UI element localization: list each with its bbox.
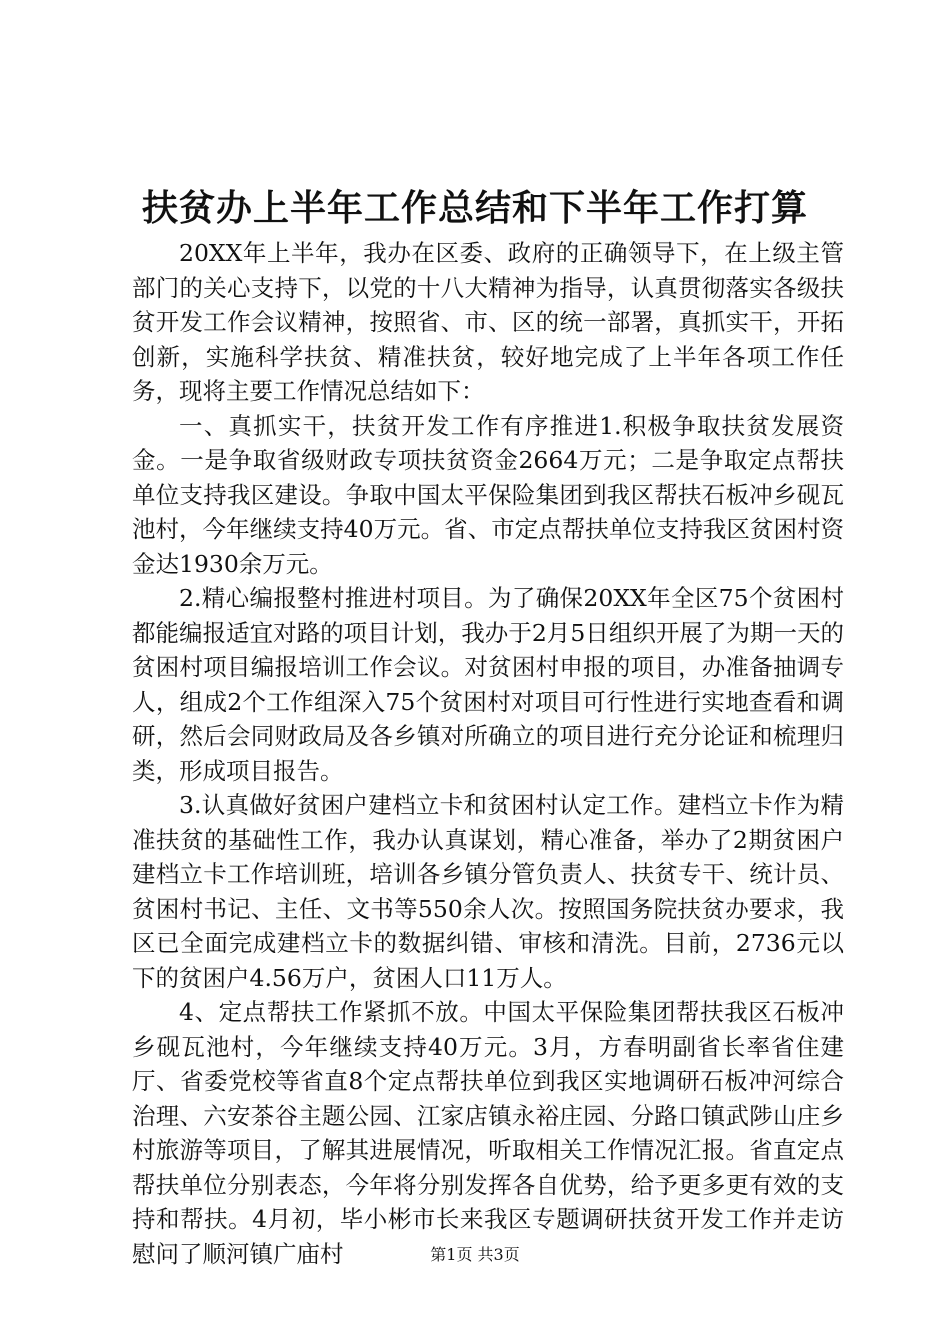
document-body <box>132 236 844 1271</box>
paragraph-item-3: 3.认真做好贫困户建档立卡和贫困村认定工作。建档立卡作为精准扶贫的基础性工作，我办认真谋划，精心准备，举办了2期贫困户建档立卡工作培训班，培训各乡镇分管负责人、扶贫专干、统计员、贫困村书记、主任、文书等550余人次。按照国务院扶贫办要求，我区已全面完成建档立卡的数据纠错、审核和清洗。目前，2736元以下的贫困户4.56万户，贫困人口11万人。 <box>132 791 844 992</box>
document-title: 扶贫办上半年工作总结和下半年工作打算 <box>141 187 808 229</box>
page-footer <box>0 1244 950 1266</box>
paragraph-item-2: 2.精心编报整村推进村项目。为了确保20XX年全区75个贫困村都能编报适宜对路的项目计划，我办于2月5日组织开展了为期一天的贫困村项目编报培训工作会议。对贫困村申报的项目，办准备抽调专人，组成2个工作组深入75个贫困村对项目可行性进行实地查看和调研，然后会同财政局及各乡镇对所确立的项目进行充分论证和梳理归类，形成项目报告。 <box>132 584 844 785</box>
page-indicator: 第1页 共3页 <box>430 1245 520 1264</box>
paragraph-intro: 20XX年上半年，我办在区委、政府的正确领导下，在上级主管部门的关心支持下，以党的十八大精神为指导，认真贯彻落实各级扶贫开发工作会议精神，按照省、市、区的统一部署，真抓实干，开拓创新，实施科学扶贫、精准扶贫，较好地完成了上半年各项工作任务，现将主要工作情况总结如下： <box>132 239 844 405</box>
paragraph-item-4: 4、定点帮扶工作紧抓不放。中国太平保险集团帮扶我区石板冲乡砚瓦池村，今年继续支持40万元。3月，方春明副省长率省住建厅、省委党校等省直8个定点帮扶单位到我区实地调研石板冲河综合治理、六安茶谷主题公园、江家店镇永裕庄园、分路口镇武陟山庄乡村旅游等项目，了解其进展情况，听取相关工作情况汇报。省直定点帮扶单位分别表态，今年将分别发挥各自优势，给予更多更有效的支持和帮扶。4月初，毕小彬市长来我区专题调研扶贫开发工作并走访慰问了顺河镇广庙村 <box>132 998 844 1268</box>
paragraph-section-1: 一、真抓实干，扶贫开发工作有序推进1.积极争取扶贫发展资金。一是争取省级财政专项扶贫资金2664万元；二是争取定点帮扶单位支持我区建设。争取中国太平保险集团到我区帮扶石板冲乡砚瓦池村，今年继续支持40万元。省、市定点帮扶单位支持我区贫困村资金达1930余万元。 <box>132 411 844 578</box>
